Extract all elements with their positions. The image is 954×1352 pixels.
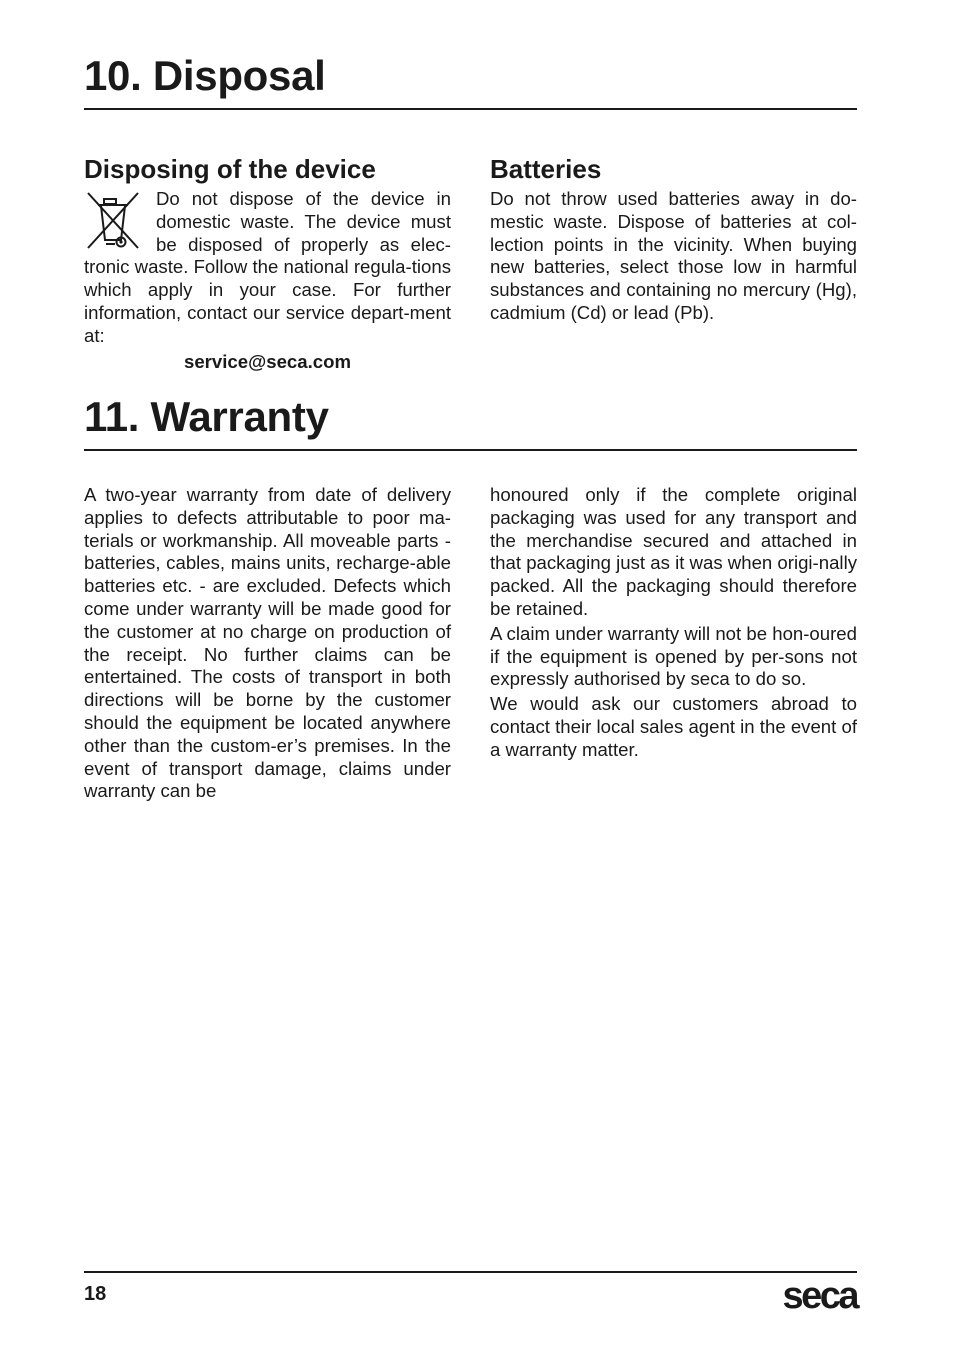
warranty-section-title: 11. Warranty: [84, 393, 857, 451]
warranty-left-text: A two-year warranty from date of delivery applies to defects attributable to poor ma-terials or workmanship. All moveable parts - batteries, cables, mains units, recharge-able batteries etc. - are excluded. Defects which come under warranty will be made good for the customer at no charge on production of the receipt. No further claims can be entertained. The costs of transport in both directions will be borne by the customer should the equipment be located anywhere other than the custom-er’s premises. In the event of transport damage, claims under warranty can be: [84, 484, 451, 802]
batteries-text: Do not throw used batteries away in do-mestic waste. Dispose of batteries at col-lection points in the vicinity. When buying new batteries, select those low in harmful substances and containing no mercury (Hg), cadmium (Cd) or lead (Pb).: [490, 188, 857, 323]
page-number: 18: [84, 1283, 107, 1305]
warranty-right-column: [490, 484, 857, 762]
warranty-packaging-paragraph: honoured only if the complete original packaging was used for any transport and the merchandise secured and attached in that packaging just as it was when origi-nally packed. All the packaging should therefore be retained.: [490, 484, 857, 619]
service-email-link[interactable]: service@seca.com: [184, 350, 351, 372]
disposing-device-heading: Disposing of the device: [84, 154, 376, 184]
footer-divider: [84, 1271, 857, 1273]
disposal-section-title: 10. Disposal: [84, 52, 857, 110]
disposing-device-text: Do not dispose of the device in domestic waste. The device must be disposed of properly as elec-tronic waste. Follow the national regula-tions which apply in your case. For further information, contact our service depart-ment at:: [84, 188, 451, 346]
disposing-device-section: [84, 188, 451, 374]
seca-logo: seca: [782, 1275, 857, 1317]
crossed-out-wheelie-bin-icon: [84, 190, 142, 250]
warranty-abroad-paragraph: We would ask our customers abroad to contact their local sales agent in the event of a warranty matter.: [490, 693, 857, 760]
batteries-heading: Batteries: [490, 154, 602, 184]
warranty-claim-paragraph: A claim under warranty will not be hon-oured if the equipment is opened by per-sons not expressly authorised by seca to do so.: [490, 622, 857, 690]
